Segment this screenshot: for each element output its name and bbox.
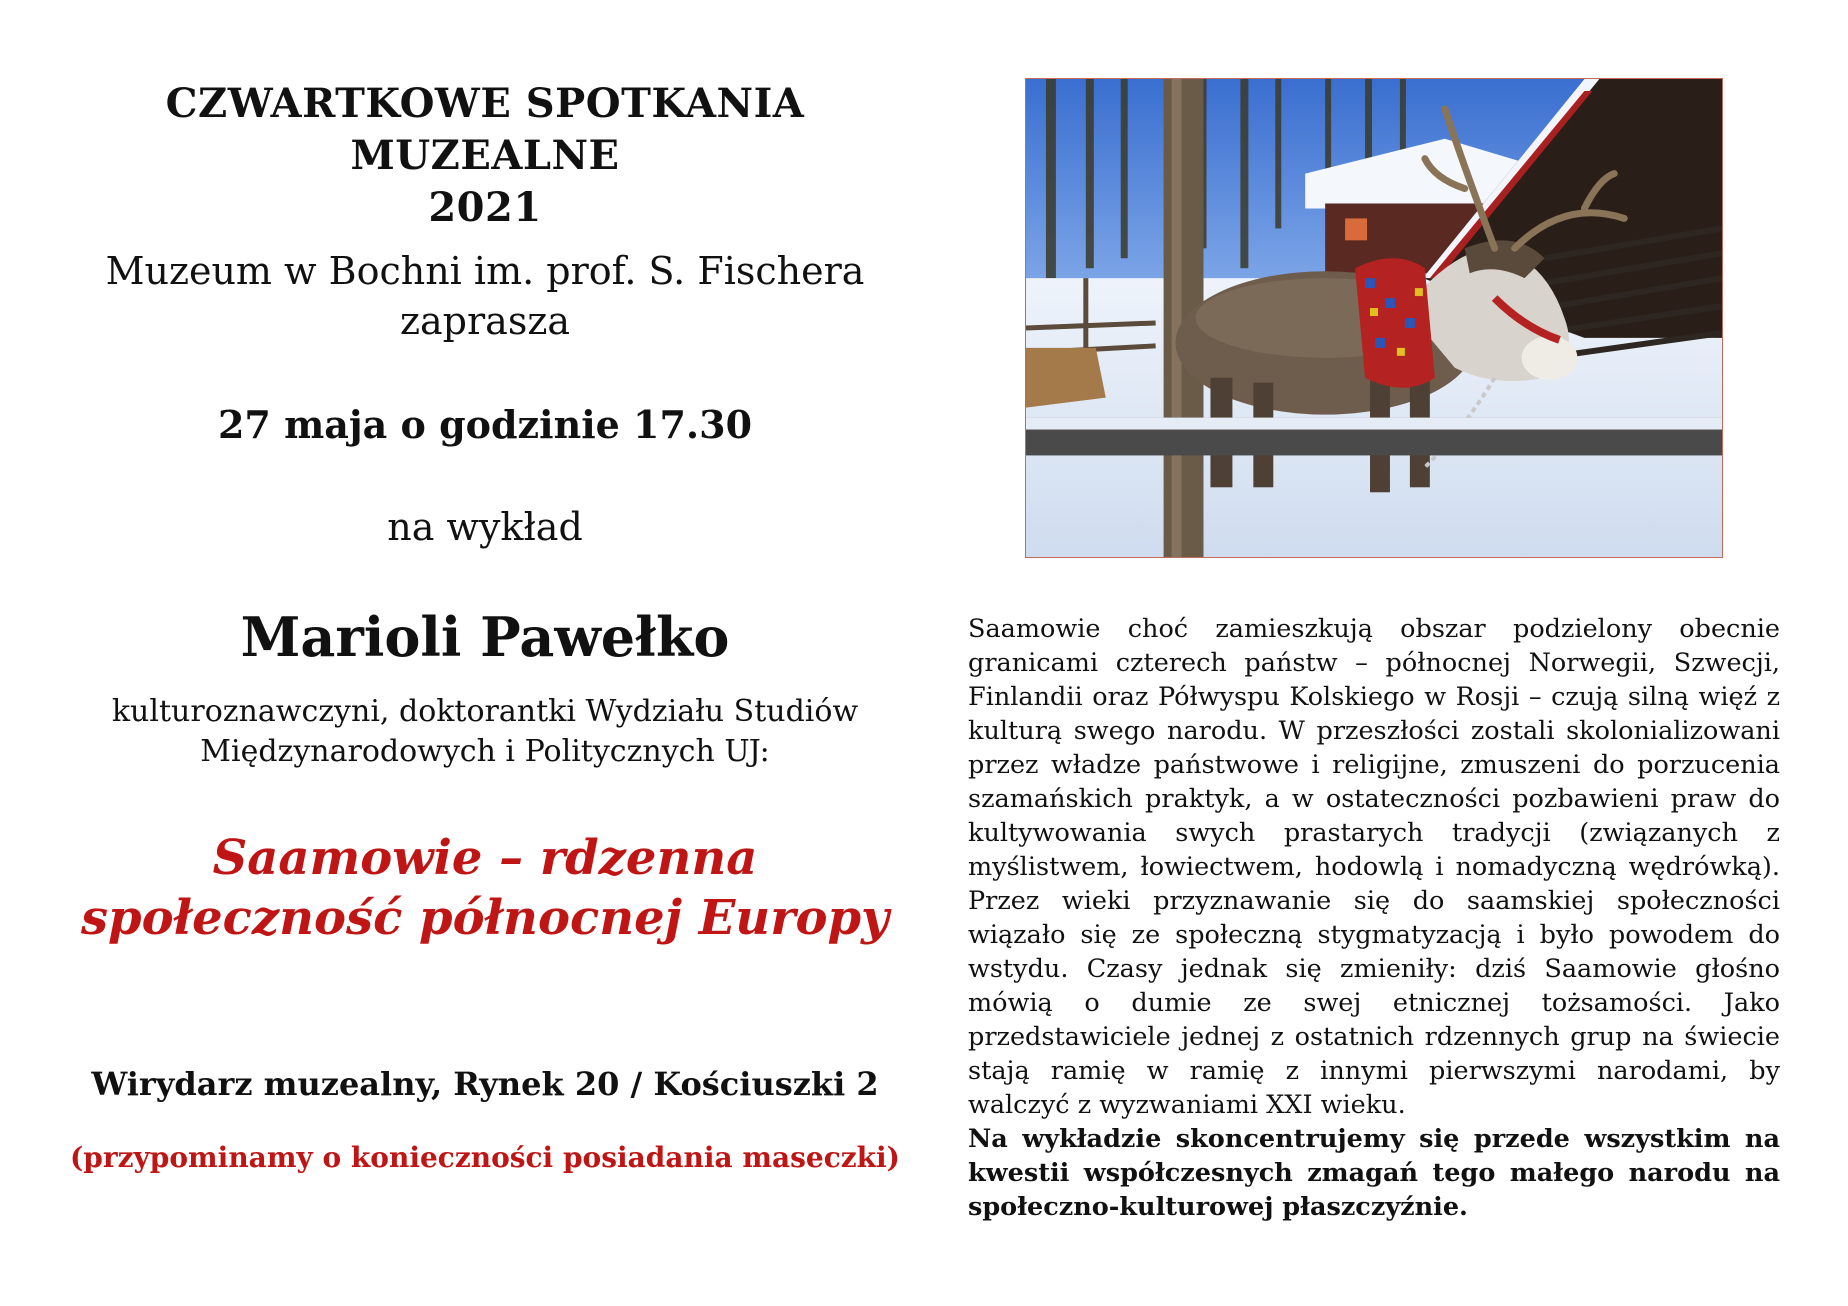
lecture-title (60, 828, 910, 948)
series-title-line1: CZWARTKOWE SPOTKANIA MUZEALNE (165, 80, 805, 179)
mask-reminder: (przypominamy o konieczności posiadania maseczki) (70, 1141, 900, 1174)
invitation-verb: zaprasza (400, 299, 570, 343)
invitation (60, 246, 910, 346)
lecture-title-line2: społeczność północnej Europy (81, 890, 889, 946)
invitation-museum: Muzeum w Bochni im. prof. S. Fischera (105, 249, 865, 293)
series-title-year: 2021 (428, 184, 542, 231)
reindeer-photo (1025, 78, 1723, 558)
venue-location: Wirydarz muzealny, Rynek 20 / Kościuszki 2 (91, 1065, 879, 1103)
event-date: 27 maja o godzinie 17.30 (217, 402, 753, 447)
lecture-title-line1: Saamowie – rdzenna (212, 830, 758, 886)
reindeer-photo-illustration (1026, 79, 1722, 557)
speaker-description (60, 692, 910, 772)
series-title (60, 78, 910, 234)
lecture-description (968, 612, 1780, 1224)
description-emphasis: Na wykładzie skoncentrujemy się przede wszystkim na kwestii współczesnych zmagań tego małego narodu na społeczno-kulturowej płaszczyźnie. (968, 1124, 1780, 1222)
speaker-name: Marioli Pawełko (240, 605, 730, 669)
speaker-description-line1: kulturoznawczyni, doktorantki Wydziału Studiów (111, 694, 859, 729)
speaker-description-line2: Międzynarodowych i Politycznych UJ: (200, 734, 770, 769)
description-body: Saamowie choć zamieszkują obszar podzielony obecnie granicami czterech państw – północnej Norwegii, Szwecji, Finlandii oraz Półwyspu Kolskiego w Rosji – czują silną więź z kulturą swego narodu. W przeszłości zostali skolonializowani przez władze państwowe i religijne, zmuszeni do porzucenia szamańskich praktyk, a w ostateczności pozbawieni praw do kultywowania swych prastarych tradycji (związanych z myślistwem, łowiectwem, hodowlą i nomadyczną wędrówką). Przez wieki przyznawanie się do saamskiej społeczności wiązało się ze społeczną stygmatyzacją i było powodem do wstydu. Czasy jednak się zmieniły: dziś Saamowie głośno mówią o dumie ze swej etnicznej tożsamości. Jako przedstawiciele jednej z ostatnich rdzennych grup na świecie stają ramię w ramię z innymi pierwszymi narodami, by walczyć z wyzwaniami XXI wieku. (968, 614, 1780, 1120)
left-column (60, 78, 910, 1174)
lecture-intro: na wykład (387, 505, 583, 549)
